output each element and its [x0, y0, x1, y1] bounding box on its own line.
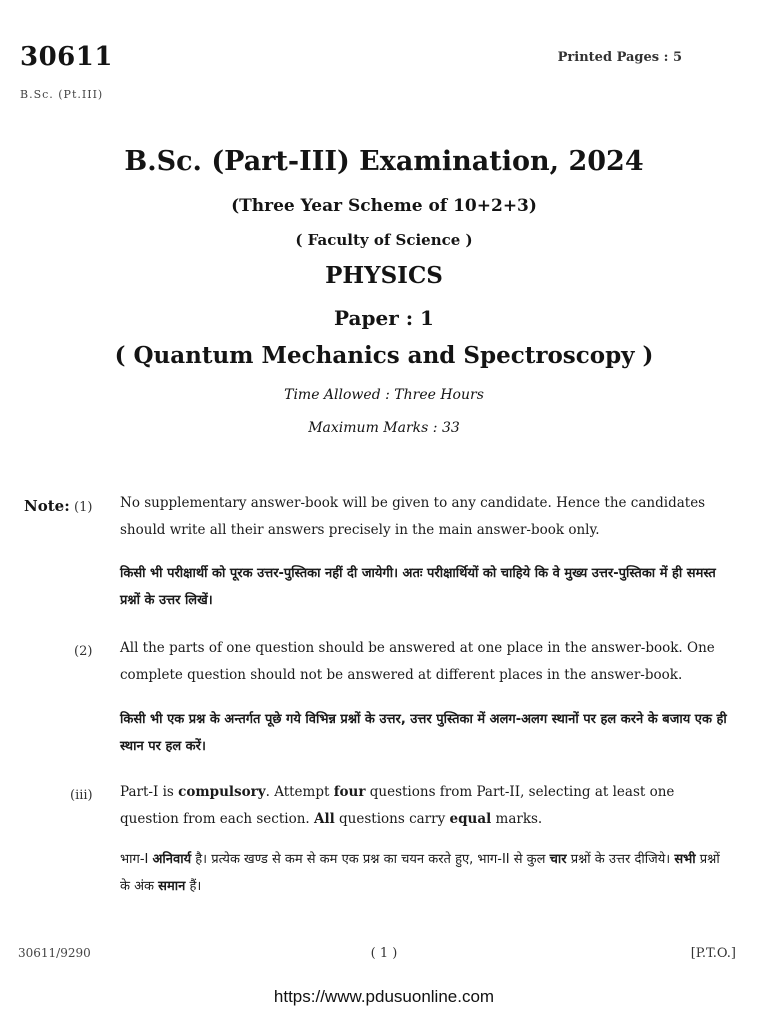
note-emphasis: चार: [549, 852, 567, 867]
note-item-english: All the parts of one question should be answered at one place in the answer-book. One complete question should not be answered at different places in the answer-book.: [120, 640, 715, 683]
note-item-number: (iii): [70, 788, 93, 803]
note-emphasis: All: [314, 811, 335, 827]
note-text-segment: Part-I is: [120, 784, 179, 800]
paper-code: 30611: [20, 42, 113, 72]
note-text-segment: हैं।: [185, 879, 202, 894]
exam-title: B.Sc. (Part-III) Examination, 2024: [124, 146, 644, 177]
note-text-segment: है। प्रत्येक खण्ड से कम से कम एक प्रश्न का चयन करते हुए, भाग-II से कुल: [191, 852, 550, 867]
paper-title: ( Quantum Mechanics and Spectroscopy ): [114, 342, 654, 369]
sub-code: B.Sc. (Pt.III): [20, 88, 104, 101]
note-label: Note:: [24, 497, 70, 515]
pto-marker: [P.T.O.]: [690, 946, 736, 961]
note-emphasis: सभी: [674, 852, 696, 867]
note-emphasis: समान: [158, 879, 186, 894]
note-text-segment: questions carry: [334, 811, 450, 827]
website-url: https://www.pdusuonline.com: [273, 987, 495, 1006]
note-text-segment: marks.: [491, 811, 543, 827]
faculty: ( Faculty of Science ): [295, 231, 473, 249]
time-allowed: Time Allowed : Three Hours: [284, 387, 484, 403]
note-item-hindi: किसी भी एक प्रश्न के अन्तर्गत पूछे गये विभिन्न प्रश्नों के उत्तर, उत्तर पुस्तिका में अलग-अलग स्थानों पर हल करने के बजाय एक ही स्थान पर हल करें।: [120, 712, 727, 754]
exam-scheme: (Three Year Scheme of 10+2+3): [231, 196, 537, 216]
note-item-english: No supplementary answer-book will be given to any candidate. Hence the candidates should write all their answers precisely in the main answer-book only.: [120, 495, 706, 538]
note-emphasis: compulsory: [178, 784, 266, 800]
subject-title: PHYSICS: [325, 262, 443, 289]
note-text-segment: भाग-I: [120, 852, 153, 867]
note-text-segment: प्रश्नों के उत्तर दीजिये।: [566, 852, 675, 867]
note-emphasis: equal: [449, 811, 492, 827]
note-item-hindi: किसी भी परीक्षार्थी को पूरक उत्तर-पुस्तिका नहीं दी जायेगी। अतः परीक्षार्थियों को चाहिये कि वे मुख्य उत्तर-पुस्तिका में ही समस्त प्रश्नों के उत्तर लिखें।: [120, 566, 716, 608]
note-item-number: (2): [74, 644, 93, 659]
footer-code: 30611/9290: [18, 946, 91, 960]
note-emphasis: अनिवार्य: [152, 852, 192, 867]
note-item-english: [120, 779, 732, 833]
note-item-number: (1): [74, 500, 93, 515]
page-number: ( 1 ): [370, 946, 398, 961]
note-text-segment: . Attempt: [265, 784, 334, 800]
maximum-marks: Maximum Marks : 33: [308, 420, 460, 436]
note-text-segment: questions from Part-II, selecting at least one question from each section.: [120, 784, 675, 827]
note-item-hindi: [120, 846, 732, 900]
note-text-segment: प्रश्नों के अंक: [120, 852, 720, 894]
printed-pages: Printed Pages : 5: [557, 50, 682, 65]
paper-number: Paper : 1: [334, 306, 434, 330]
note-emphasis: four: [333, 784, 366, 800]
